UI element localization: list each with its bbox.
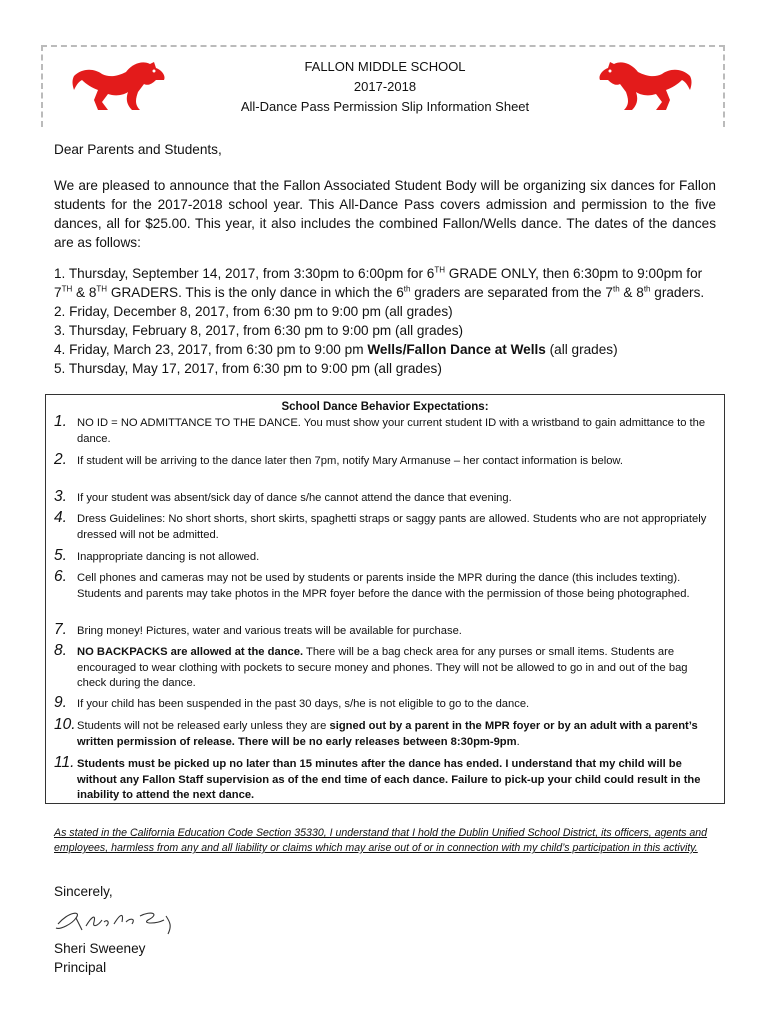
rule-9: 9. If your child has been suspended in the past 30 days, s/he is not eligible to go to the dance. [54, 694, 530, 711]
mustang-logo-right [596, 58, 692, 114]
rule-3: 3. If your student was absent/sick day of dance s/he cannot attend the dance that evening. [54, 488, 512, 505]
mustang-logo-left [72, 58, 168, 114]
intro-paragraph: We are pleased to announce that the Fallon Associated Student Body will be organizing six dances for Fallon students for the 2017-2018 school year. This All-Dance Pass covers admission and permission to the five dances, all for $25.00. This year, it also includes the combined Fallon/Wells dance. The dates of the dances are as follows: [54, 178, 716, 250]
principal-signature [52, 904, 182, 938]
rule-10: 10. Students will not be released early unless they are signed out by a parent in the MPR foyer or by an adult with a parent’s written permission of release. There will be no early releases between 8:30pm-9pm. [54, 716, 698, 748]
document-header [190, 57, 580, 117]
rule-4: 4. Dress Guidelines: No short shorts, short skirts, spaghetti straps or saggy pants are allowed. Students who are not appropriately dressed will not be admitted. [54, 509, 707, 541]
rule-11: 11. Students must be picked up no later than 15 minutes after the dance has ended. I understand that my child will be without any Fallon Staff supervision as of the end time of each dance. Failure to pick-up your child could result in the inability to attend the next dance. [54, 754, 701, 802]
dance-dates-list [54, 264, 716, 378]
dance-date-1: 1. Thursday, September 14, 2017, from 3:30pm to 6:00pm for 6TH GRADE ONLY, then 6:30pm to 9:00pm for 7TH & 8TH GRADERS. This is the only dance in which the 6th graders are separated from the 7th & 8th graders. [54, 265, 705, 300]
rule-2: 2. If student will be arriving to the dance later then 7pm, notify Mary Armanuse – her contact information is below. [54, 451, 623, 468]
rule-1: 1. NO ID = NO ADMITTANCE TO THE DANCE. You must show your current student ID with a wristband to gain admittance to the dance. [54, 413, 706, 445]
principal-block [54, 939, 145, 977]
rule-7: 7. Bring money! Pictures, water and various treats will be available for purchase. [54, 621, 462, 638]
rule-8: 8. NO BACKPACKS are allowed at the dance. There will be a bag check area for any purses or small items. Students are encouraged to wear clothing with pockets to secure money and phones. They will not be allowed to go in and out of the bag check during the dance. [54, 642, 688, 690]
behavior-expectations-box [45, 394, 725, 804]
principal-title: Principal [54, 960, 107, 975]
behavior-heading: School Dance Behavior Expectations: [281, 401, 489, 413]
closing-sincerely: Sincerely, [54, 884, 113, 899]
document-title: All-Dance Pass Permission Slip Information Sheet [240, 99, 530, 114]
school-name: FALLON MIDDLE SCHOOL [304, 59, 466, 74]
rule-6: 6. Cell phones and cameras may not be used by students or parents inside the MPR during the dance (this includes texting). Students and parents may take photos in the MPR foyer before the dance with the permission of those being photographed. [54, 568, 690, 600]
dance-date-3: 3. Thursday, February 8, 2017, from 6:30 pm to 9:00 pm (all grades) [54, 323, 464, 338]
legal-disclaimer: As stated in the California Education Code Section 35330, I understand that I hold the Dublin Unified School District, its officers, agents and employees, harmless from any and all liability or claims which may arise out of or in connection with my child’s participation in this activity. [54, 827, 708, 854]
greeting: Dear Parents and Students, [54, 142, 222, 157]
school-year: 2017-2018 [353, 79, 417, 94]
principal-name: Sheri Sweeney [54, 941, 146, 956]
dance-date-5: 5. Thursday, May 17, 2017, from 6:30 pm to 9:00 pm (all grades) [54, 361, 442, 376]
rule-5: 5. Inappropriate dancing is not allowed. [54, 547, 260, 564]
dance-date-4: 4. Friday, March 23, 2017, from 6:30 pm to 9:00 pm Wells/Fallon Dance at Wells (all grades) [54, 342, 618, 357]
dance-date-2: 2. Friday, December 8, 2017, from 6:30 pm to 9:00 pm (all grades) [54, 304, 453, 319]
